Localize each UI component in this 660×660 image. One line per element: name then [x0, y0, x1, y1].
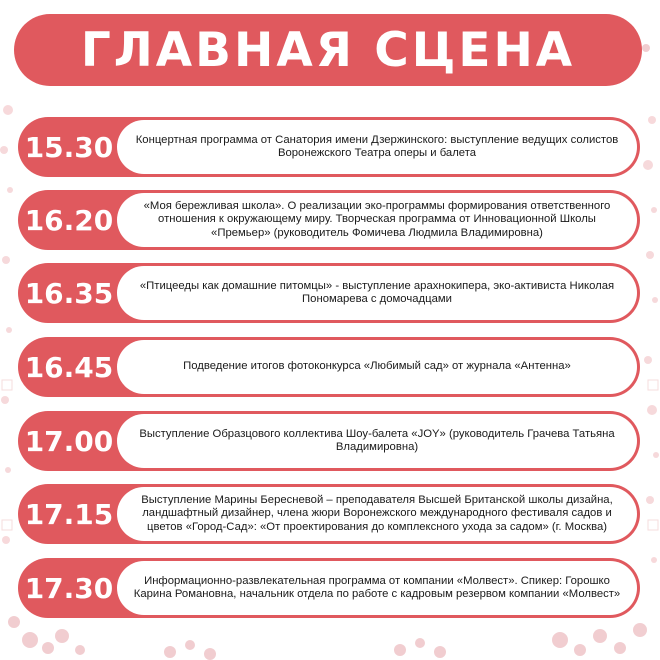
schedule-description: Концертная программа от Санатория имени Дзержинского: выступление ведущих солистов Воронежского Театра оперы и балета — [117, 120, 637, 174]
title-banner — [14, 14, 642, 86]
schedule-item — [18, 411, 640, 471]
schedule-item — [18, 558, 640, 618]
schedule-description: Выступление Образцового коллектива Шоу-балета «JOY» (руководитель Грачева Татьяна Владимировна) — [117, 414, 637, 468]
schedule-description: «Моя бережливая школа». О реализации эко-программы формирования ответственного отношения к окружающему миру. Творческая программа от Инновационной Школы «Премьер» (руководитель Фомичева Людмила Владимировна) — [117, 193, 637, 247]
schedule-time: 15.30 — [24, 130, 114, 164]
schedule-description: Информационно-развлекательная программа от компании «Молвест». Спикер: Горошко Карина Романовна, начальник отдела по работе с кадровым резервом компании «Молвест» — [117, 561, 637, 615]
schedule-time: 16.45 — [24, 350, 114, 384]
schedule-description: Выступление Марины Бересневой – преподавателя Высшей Британской школы дизайна, ландшафтный дизайнер, члена жюри Воронежского международного фестиваля садов и цветов «Город-Сад»: «От проектирования до комплексного ухода за садом» (г. Москва) — [117, 487, 637, 541]
schedule-time: 17.15 — [24, 497, 114, 531]
schedule-time: 16.35 — [24, 276, 114, 310]
schedule-time: 17.00 — [24, 424, 114, 458]
schedule-time: 16.20 — [24, 203, 114, 237]
schedule-description: Подведение итогов фотоконкурса «Любимый сад» от журнала «Антенна» — [117, 340, 637, 394]
schedule-item — [18, 484, 640, 544]
schedule-item — [18, 190, 640, 250]
schedule-item — [18, 263, 640, 323]
schedule-item — [18, 337, 640, 397]
schedule-item — [18, 117, 640, 177]
schedule-description: «Птицееды как домашние питомцы» - выступление арахнокипера, эко-активиста Николая Пономарева с домочадцами — [117, 266, 637, 320]
schedule-time: 17.30 — [24, 571, 114, 605]
page-title: ГЛАВНАЯ СЦЕНА — [80, 22, 576, 78]
